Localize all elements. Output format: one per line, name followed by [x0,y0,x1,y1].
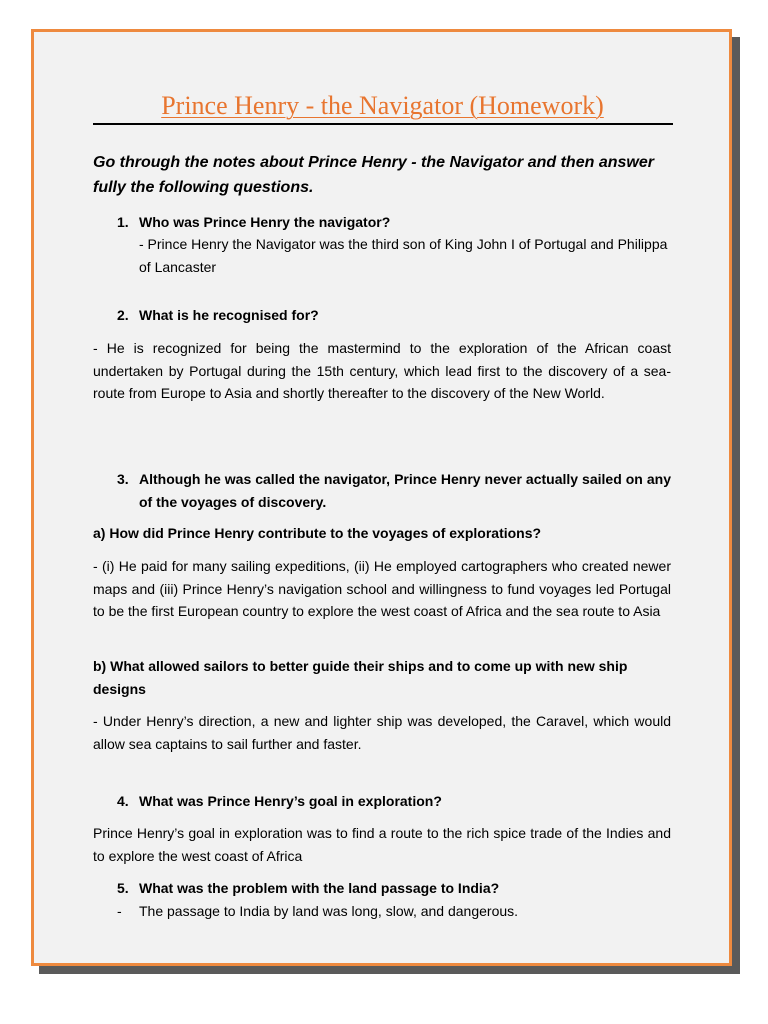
question-4-text: What was Prince Henry’s goal in exploration? [139,793,442,809]
worksheet-frame [31,29,732,966]
question-5-number: 5. [117,880,129,896]
question-2-text: What is he recognised for? [139,307,319,323]
answer-4: Prince Henry’s goal in exploration was to find a route to the rich spice trade of the Indies and to explore the west coast of Africa [93,825,671,864]
answer-5: The passage to India by land was long, slow, and dangerous. [139,903,519,919]
instructions: Go through the notes about Prince Henry - the Navigator and then answer fully the following questions. [93,154,654,196]
question-2 [93,304,671,327]
question-4-number: 4. [117,793,129,809]
answer-3b: - Under Henry’s direction, a new and lighter ship was developed, the Caravel, which would allow sea captains to sail further and faster. [93,713,671,752]
answer-5-bullet: - [117,903,122,919]
question-2-number: 2. [117,307,129,323]
answer-2: - He is recognized for being the mastermind to the exploration of the African coast undertaken by Portugal during the 15th century, which lead first to the discovery of a sea-route from Europe to Asia and shortly thereafter to the discovery of the New World. [93,340,671,401]
question-5 [93,877,671,900]
page-title: Prince Henry - the Navigator (Homework) [161,91,604,120]
question-5-text: What was the problem with the land passage to India? [139,880,500,896]
question-4 [93,790,671,813]
question-1-number: 1. [117,214,129,230]
title-divider [93,123,673,125]
answer-3a: - (i) He paid for many sailing expeditions, (ii) He employed cartographers who created newer maps and (iii) Prince Henry’s navigation school and willingness to fund voyages led Portugal to be the first European country to explore the west coast of Africa and the sea route to Asia [93,558,671,619]
question-3b: b) What allowed sailors to better guide their ships and to come up with new ship designs [93,658,628,697]
question-1-text: Who was Prince Henry the navigator? [139,214,391,230]
question-3-text: Although he was called the navigator, Prince Henry never actually sailed on any of the voyages of discovery. [139,471,671,510]
answer-1: - Prince Henry the Navigator was the third son of King John I of Portugal and Philippa of Lancaster [139,236,668,275]
question-3 [93,468,671,514]
question-1 [93,211,671,234]
question-3a: a) How did Prince Henry contribute to the voyages of explorations? [93,525,542,541]
question-3-number: 3. [117,471,129,487]
